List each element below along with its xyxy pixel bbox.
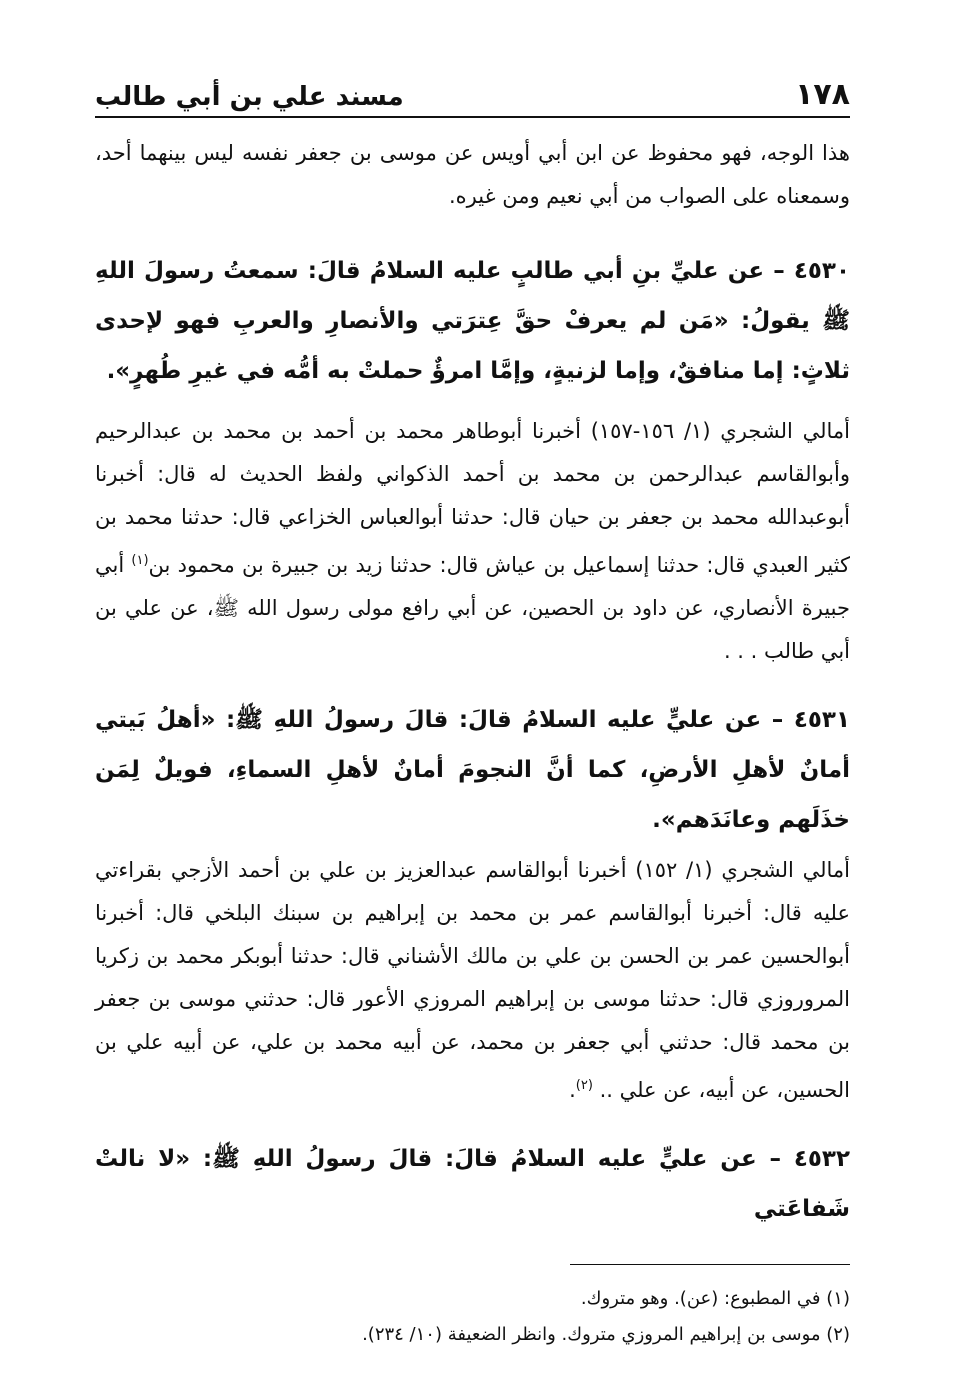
hadith-text: – عن عليٍّ عليه السلامُ قالَ: قالَ رسولُ اللهِ ﷺ: «لا نالتْ شَفاعَتي [95, 1146, 850, 1222]
hadith-number: ٤٥٣١ [793, 707, 850, 733]
hadith-number: ٤٥٣٠ [793, 258, 850, 284]
running-title: مسند علي بن أبي طالب [95, 82, 404, 112]
source-text: أمالي الشجري (١/ ١٥٢) أخبرنا أبوالقاسم عبدالعزيز بن علي بن أحمد الأزجي بقراءتي عليه قال: أخبرنا أبوالقاسم عمر بن محمد بن إبراهيم بن سبنك البلخي قال: أخبرنا أبوالحسين عمر بن الحسن بن علي بن مالك الأشناني قال: حدثنا أبوبكر محمد بن زكريا المروروزي قال: حدثنا موسى بن إبراهيم المروزي الأعور قال: حدثني موسى بن جعفر بن محمد قال: حدثني أبي جعفر بن محمد، عن أبيه محمد بن علي، عن أبيه علي بن الحسين، عن أبيه، عن علي .. [95, 858, 850, 1102]
source-text: أمالي الشجري (١/ ١٥٦-١٥٧) أخبرنا أبوطاهر محمد بن أحمد بن محمد بن عبدالرحيم وأبوالقاسم عبدالرحمن بن محمد بن أحمد الذكواني ولفظ الحديث له قال: أخبرنا أبوعبدالله محمد بن جعفر بن حيان قال: حدثنا أبوالعباس الخزاعي قال: حدثنا محمد بن كثير العبدي قال: حدثنا إسماعيل بن عياش قال: حدثنا زيد بن جبيرة بن محمود بن [95, 419, 851, 577]
source-end: . [569, 1078, 576, 1102]
footnote-divider [570, 1264, 850, 1265]
page-number: ١٧٨ [795, 77, 850, 112]
footnote-2: (٢) موسى بن إبراهيم المروزي متروك. وانظر الضعيفة (١٠/ ٢٣٤). [362, 1324, 850, 1345]
hadith-text: – عن عليِّ بنِ أبي طالبٍ عليه السلامُ قالَ: سمعتُ رسولَ اللهِ ﷺ يقولُ: «مَن لم يعرفْ حقَّ عِترَتي والأنصارِ والعربِ فهو لإحدى ثلاثٍ: إما منافقٌ، وإما لزنيةٍ، وإمَّا امرؤٌ حملتْ به أمُّه في غيرِ طُهرٍ». [95, 258, 850, 384]
footnote-ref-2[interactable]: (٢) [575, 1078, 593, 1093]
hadith-4530 [95, 246, 850, 396]
hadith-number: ٤٥٣٢ [793, 1146, 850, 1172]
footnotes [95, 1281, 850, 1353]
source-paragraph-4531 [95, 849, 850, 1112]
source-paragraph-4530 [95, 410, 850, 673]
hadith-4532 [95, 1134, 850, 1234]
page-header [95, 70, 850, 118]
hadith-4531 [95, 695, 850, 845]
hadith-text: – عن عليٍّ عليه السلامُ قالَ: قالَ رسولُ اللهِ ﷺ: «أهلُ بَيتي أمانٌ لأهلِ الأرضِ، كما أنَّ النجومَ أمانٌ لأهلِ السماءِ، فويلٌ لِمَن خذَلَهم وعانَدَهم». [95, 707, 850, 833]
book-page [95, 70, 850, 1353]
intro-paragraph: هذا الوجه، فهو محفوظ عن ابن أبي أويس عن موسى بن جعفر نفسه ليس بينهما أحد، وسمعناه على الصواب من أبي نعيم ومن غيره. [95, 141, 850, 208]
source-text-continued: أبي جبيرة الأنصاري، عن داود بن الحصين، عن أبي رافع مولى رسول الله ﷺ، عن علي بن أبي طالب . . . [95, 553, 850, 663]
footnote-1: (١) في المطبوع: (عن). وهو متروك. [580, 1288, 850, 1309]
footnote-ref-1[interactable]: (١) [131, 553, 149, 568]
